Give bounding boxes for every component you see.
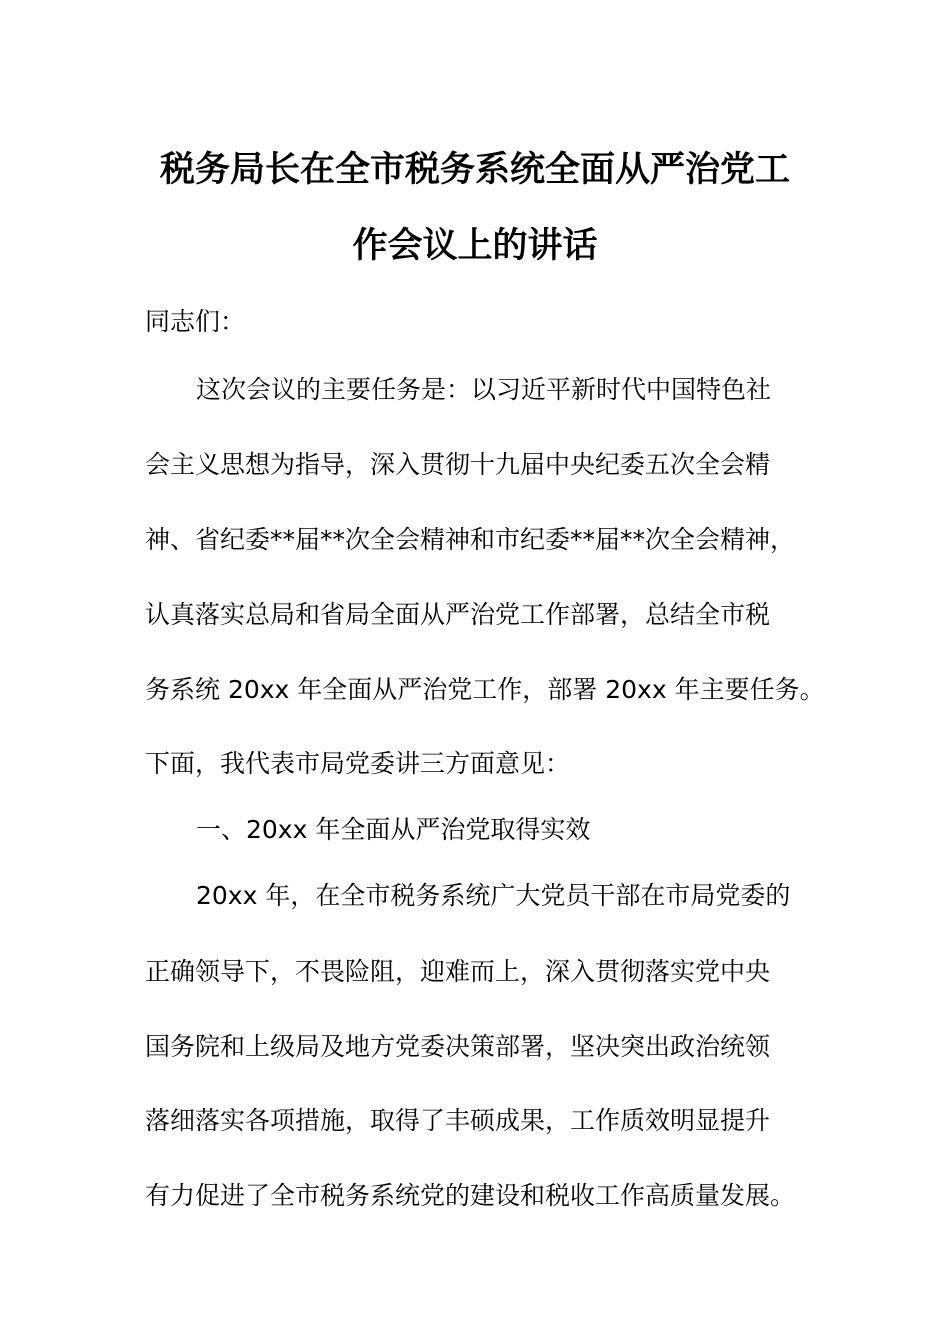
document-title-line-1: 税务局长在全市税务系统全面从严治党工 [159, 150, 790, 190]
body-line-6: 下面，我代表市局党委讲三方面意见： [145, 749, 571, 778]
body-line-2: 会主义思想为指导，深入贯彻十九届中央纪委五次全会精 [145, 450, 771, 479]
section-heading-1: 一、20xx 年全面从严治党取得实效 [196, 815, 591, 844]
document-title-line-2: 作会议上的讲话 [352, 226, 598, 266]
body-line-8: 20xx 年，在全市税务系统广大党员干部在市局党委的 [196, 881, 791, 910]
body-line-1: 这次会议的主要任务是：以习近平新时代中国特色社 [196, 375, 772, 404]
body-line-10: 国务院和上级局及地方党委决策部署，坚决突出政治统领 [145, 1032, 771, 1061]
body-line-5: 务系统 20xx 年全面从严治党工作，部署 20xx 年主要任务。 [145, 675, 825, 704]
body-line-3: 神、省纪委**届**次全会精神和市纪委**届**次全会精神， [145, 525, 796, 554]
body-line-11: 落细落实各项措施，取得了丰硕成果，工作质效明显提升 [145, 1106, 771, 1135]
salutation: 同志们： [145, 307, 246, 336]
body-line-9: 正确领导下，不畏险阻，迎难而上，深入贯彻落实党中央 [145, 957, 771, 986]
body-line-4: 认真落实总局和省局全面从严治党工作部署，总结全市税 [145, 600, 771, 629]
body-line-12: 有力促进了全市税务系统党的建设和税收工作高质量发展。 [145, 1181, 796, 1210]
